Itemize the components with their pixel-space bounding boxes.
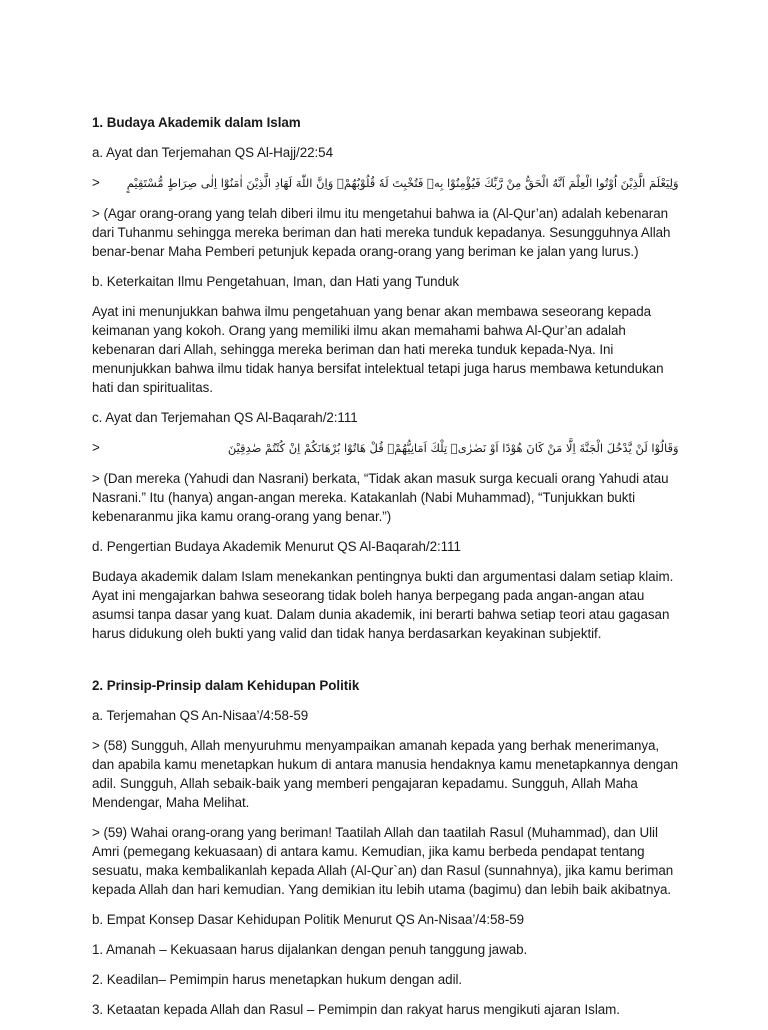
section-2a-verse-59: > (59) Wahai orang-orang yang beriman! Taatilah Allah dan taatilah Rasul (Muhammad), dan Ulil Amri (pemegang kekuasaan) di antara kamu. Kemudian, jika kamu berbeda pendapat tentang sesuatu, maka kembalikanlah kepada Allah (Al-Qur`an) dan Rasul (sunnahnya), jika kamu beriman kepada Allah dan hari kemudian. Yang demikian itu lebih utama (bagimu) dan lebih baik akibatnya. (92, 825, 674, 897)
section-2a-verse-58: > (58) Sungguh, Allah menyuruhmu menyampaikan amanah kepada yang berhak menerimanya, dan apabila kamu menetapkan hukum di antara manusia hendaknya kamu menetapkannya dengan adil. Sungguh, Allah sebaik-baik yang memberi pengajaran kepadamu. Sungguh, Allah Maha Mendengar, Maha Melihat. (92, 738, 678, 810)
quote-marker: > (92, 440, 100, 455)
list-item: 3. Ketaatan kepada Allah dan Rasul – Pemimpin dan rakyat harus mengikuti ajaran Islam. (92, 1002, 620, 1017)
section-1-heading: 1. Budaya Akademik dalam Islam (92, 115, 301, 130)
section-2b-label: b. Empat Konsep Dasar Kehidupan Politik Menurut QS An-Nisaa’/4:58-59 (92, 912, 525, 927)
section-1b-label: b. Keterkaitan Ilmu Pengetahuan, Iman, dan Hati yang Tunduk (92, 274, 460, 289)
section-2-heading: 2. Prinsip-Prinsip dalam Kehidupan Politik (92, 678, 360, 693)
list-item: 2. Keadilan– Pemimpin harus menetapkan hukum dengan adil. (92, 972, 463, 987)
section-1a-arabic-verse (92, 173, 684, 193)
section-1d-label: d. Pengertian Budaya Akademik Menurut QS Al-Baqarah/2:111 (92, 539, 461, 554)
list-item: 1. Amanah – Kekuasaan harus dijalankan dengan penuh tanggung jawab. (92, 942, 528, 957)
section-1c-label: c. Ayat dan Terjemahan QS Al-Baqarah/2:111 (92, 410, 358, 425)
section-1a-translation: > (Agar orang-orang yang telah diberi ilmu itu mengetahui bahwa ia (Al-Qur’an) adalah kebenaran dari Tuhanmu sehingga mereka beriman dan hati mereka tunduk kepadanya. Sesungguhnya Allah benar-benar Maha Pemberi petunjuk kepada orang-orang yang beriman ke jalan yang lurus.) (92, 206, 671, 259)
section-1c-translation: > (Dan mereka (Yahudi dan Nasrani) berkata, “Tidak akan masuk surga kecuali orang Yahudi atau Nasrani.” Itu (hanya) angan-angan mereka. Katakanlah (Nabi Muhammad), “Tunjukkan bukti kebenaranmu jika kamu orang-orang yang benar.”) (92, 471, 669, 524)
arabic-text: وَلِيَعْلَمَ الَّذِيْنَ اُوْتُوا الْعِلْمَ اَنَّهُ الْحَقُّ مِنْ رَّبِّكَ فَيُؤْمِنُوْا بِهٖ فَتُخْبِتَ لَهٗ قُلُوْبُهُمْۗ وَاِنَّ اللّٰهَ لَهَادِ الَّذِيْنَ اٰمَنُوْٓا اِلٰى صِرَاطٍ مُّسْتَقِيْمٍ (126, 176, 679, 190)
section-1b-paragraph: Ayat ini menunjukkan bahwa ilmu pengetahuan yang benar akan membawa seseorang kepada keimanan yang kokoh. Orang yang memiliki ilmu akan memahami bahwa Al-Qur’an adalah kebenaran dari Allah, sehingga mereka beriman dan hati mereka tunduk kepada-Nya. Ini menunjukkan bahwa ilmu tidak hanya bersifat intelektual tetapi juga harus membawa ketundukan hati dan spiritualitas. (92, 304, 664, 395)
arabic-text: وَقَالُوْا لَنْ يَّدْخُلَ الْجَنَّةَ اِلَّا مَنْ كَانَ هُوْدًا اَوْ نَصٰرٰىۗ تِلْكَ اَمَانِيُّهُمْۗ قُلْ هَاتُوْا بُرْهَانَكُمْ اِنْ كُنْتُمْ صٰدِقِيْنَ (227, 441, 679, 455)
section-spacer (92, 654, 684, 676)
section-1c-arabic-verse (92, 438, 684, 458)
section-2a-label: a. Terjemahan QS An-Nisaa’/4:58-59 (92, 708, 309, 723)
quote-marker: > (92, 175, 100, 190)
section-1a-label: a. Ayat dan Terjemahan QS Al-Hajj/22:54 (92, 145, 333, 160)
document-page (92, 113, 684, 1030)
section-1d-paragraph: Budaya akademik dalam Islam menekankan pentingnya bukti dan argumentasi dalam setiap klaim. Ayat ini mengajarkan bahwa seseorang tidak boleh hanya berpegang pada angan-angan atau asumsi tanpa dasar yang kuat. Dalam dunia akademik, ini berarti bahwa setiap teori atau gagasan harus didukung oleh bukti yang valid dan tidak hanya berdasarkan keyakinan subjektif. (92, 569, 674, 641)
